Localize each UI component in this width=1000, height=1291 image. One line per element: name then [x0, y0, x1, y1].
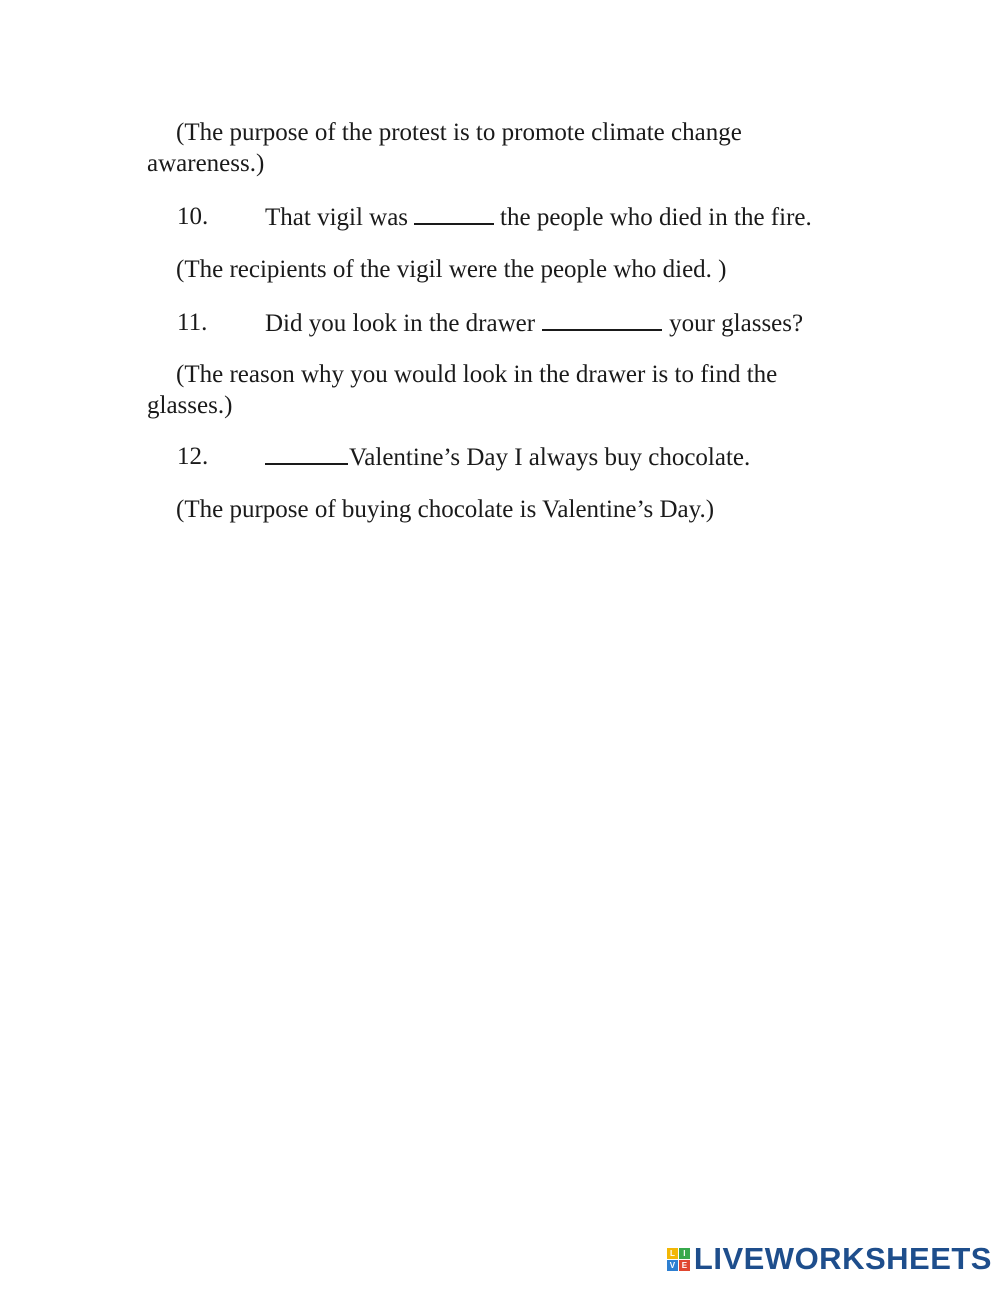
hint-drawer — [147, 359, 777, 421]
hint-protest — [147, 117, 742, 179]
liveworksheets-logo-icon — [667, 1248, 690, 1271]
question-11-answer-blank[interactable] — [542, 307, 662, 331]
question-12-after-blank: Valentine’s Day I always buy chocolate. — [349, 444, 751, 471]
hint-protest-line-2: awareness.) — [147, 150, 265, 177]
question-12-number: 12. — [177, 443, 209, 470]
brand-name: LIVEWORKSHEETS — [693, 1241, 992, 1276]
liveworksheets-brand — [667, 1241, 992, 1277]
question-11-after-blank: your glasses? — [669, 310, 804, 337]
question-10-text — [265, 201, 812, 233]
question-11-text — [265, 307, 803, 339]
logo-letter-v: V — [667, 1260, 678, 1271]
hint-chocolate: (The purpose of buying chocolate is Valentine’s Day.) — [176, 496, 715, 523]
question-12-text — [265, 441, 750, 473]
logo-letter-i: I — [679, 1248, 690, 1259]
question-12-answer-blank[interactable] — [265, 441, 348, 465]
question-10-number: 10. — [177, 203, 209, 230]
question-10-before-blank: That vigil was — [265, 204, 409, 231]
hint-protest-line-1: (The purpose of the protest is to promote climate change — [176, 119, 742, 146]
hint-drawer-line-2: glasses.) — [147, 392, 233, 419]
logo-letter-l: L — [667, 1248, 678, 1259]
question-10-answer-blank[interactable] — [414, 201, 494, 225]
question-10-after-blank: the people who died in the fire. — [500, 204, 812, 231]
hint-vigil: (The recipients of the vigil were the people who died. ) — [176, 256, 727, 283]
logo-letter-e: E — [679, 1260, 690, 1271]
question-11-number: 11. — [177, 309, 208, 336]
hint-drawer-line-1: (The reason why you would look in the drawer is to find the — [176, 361, 778, 388]
question-11-before-blank: Did you look in the drawer — [265, 310, 536, 337]
